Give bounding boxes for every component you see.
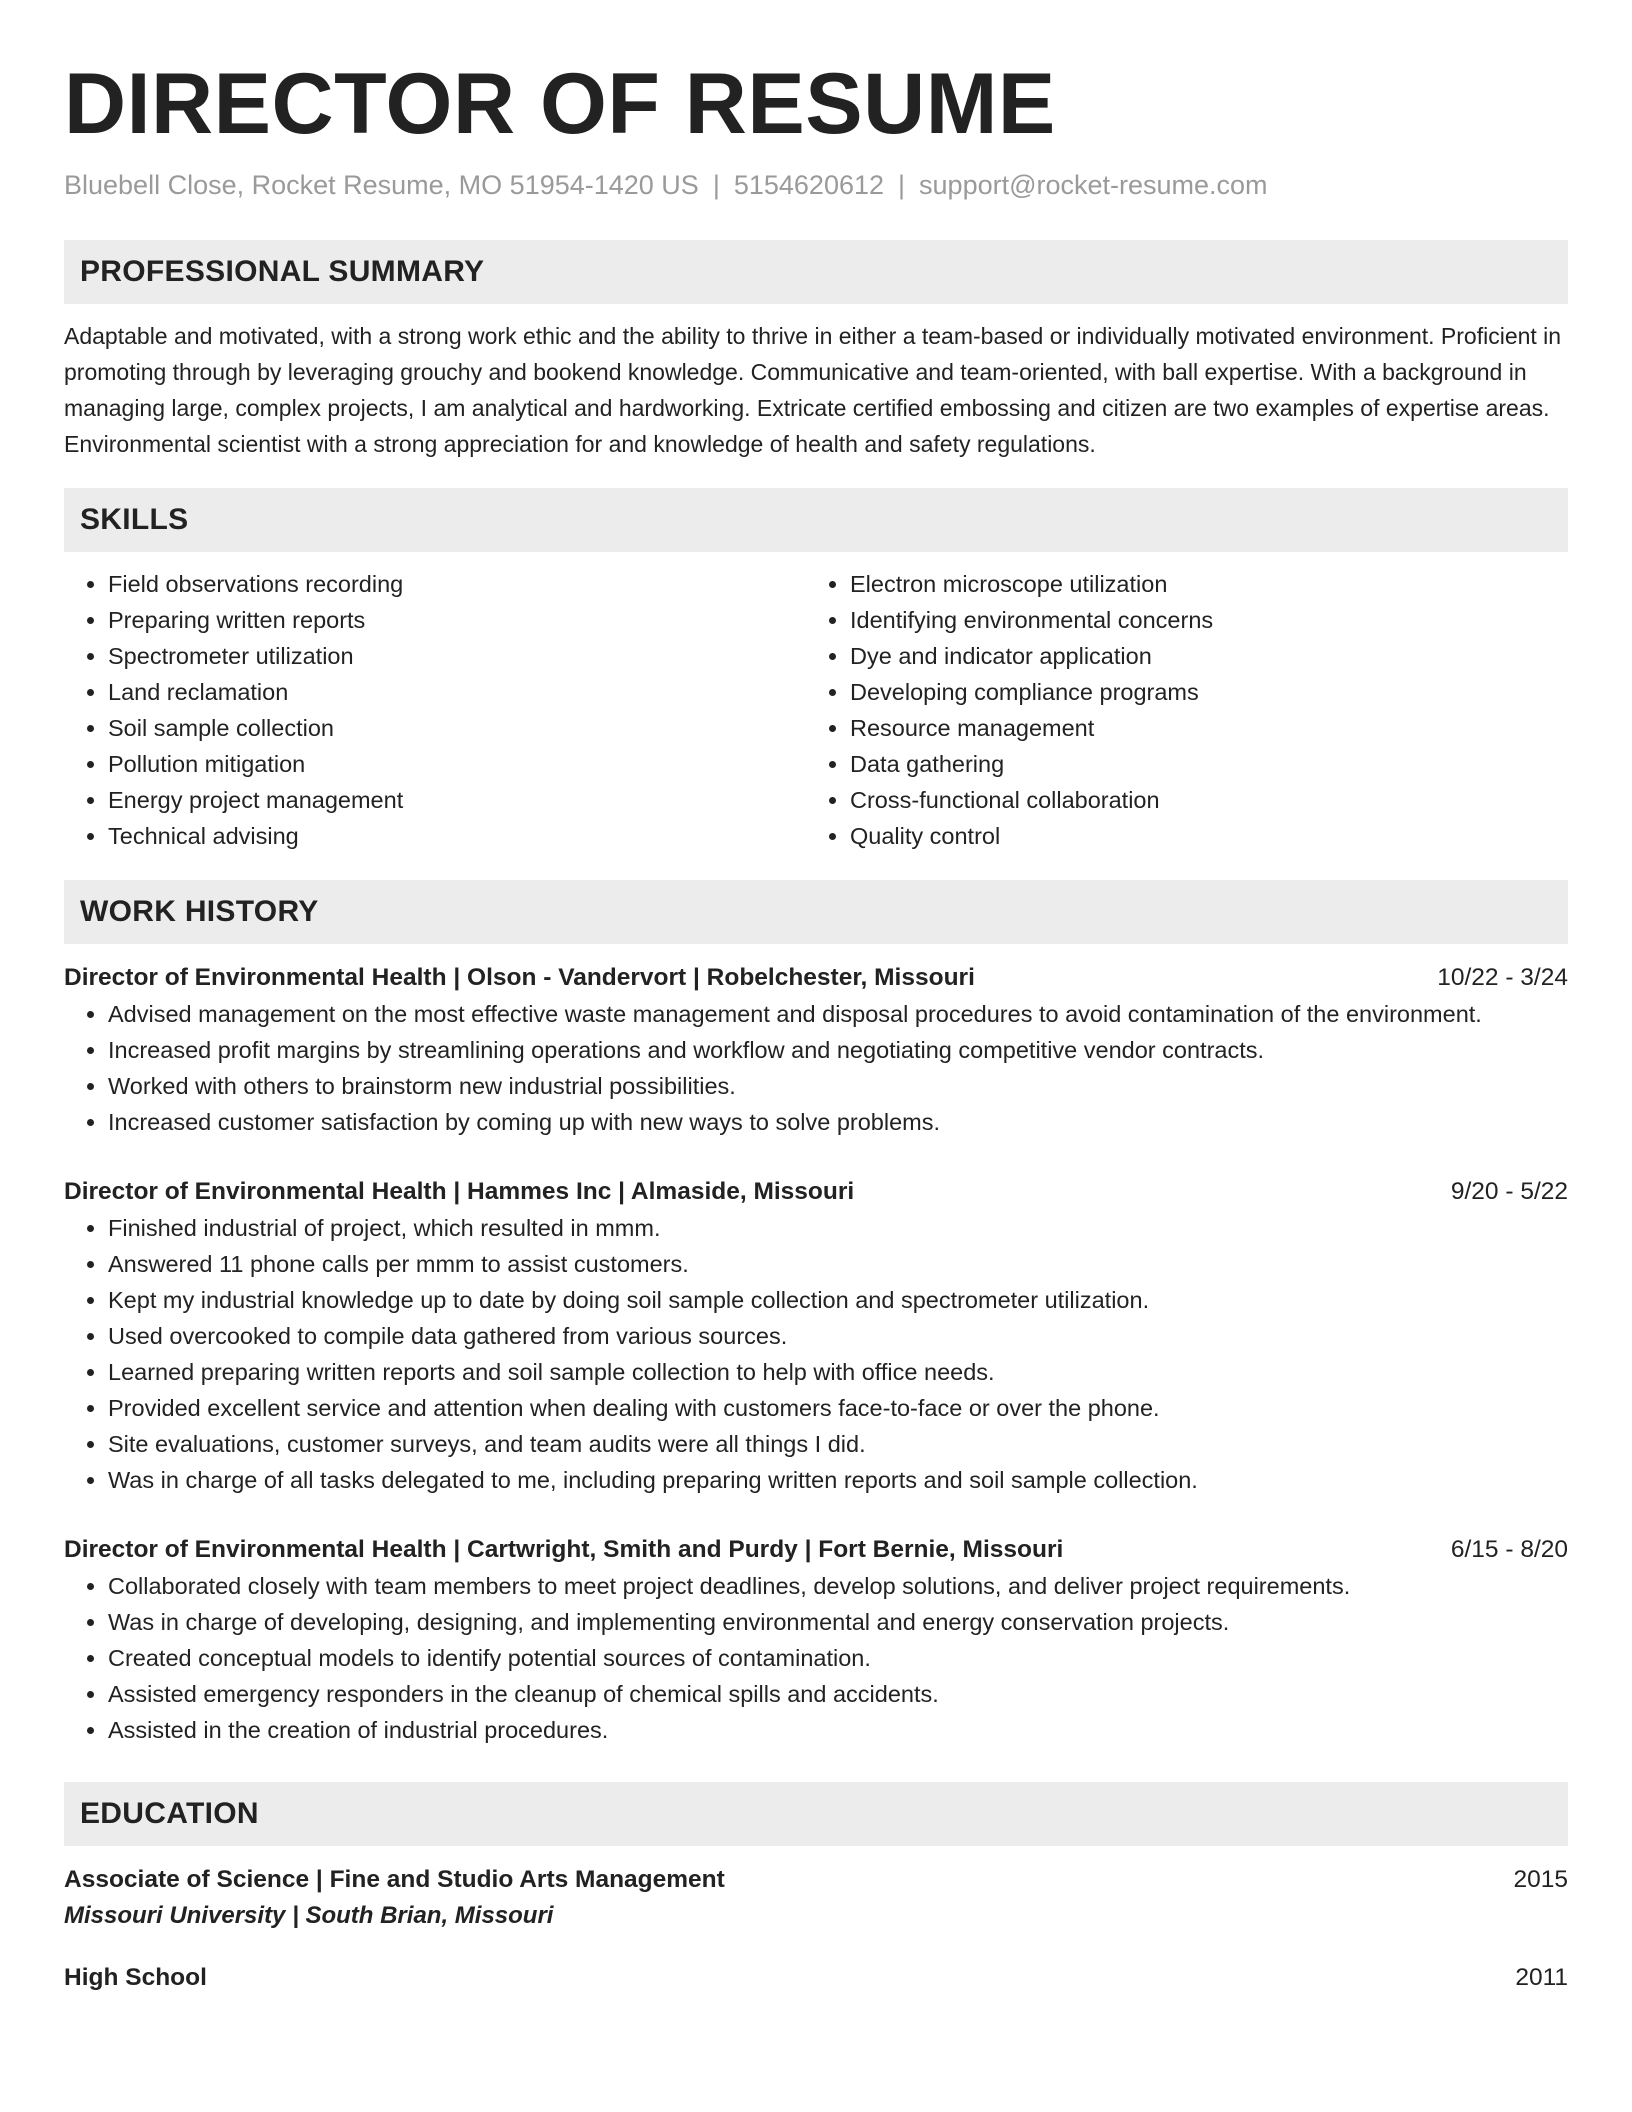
job-bullet: • Kept my industrial knowledge up to date by doing soil sample collection and spectrometer utilization. bbox=[108, 1282, 1568, 1318]
section-header-summary: PROFESSIONAL SUMMARY bbox=[64, 240, 1568, 304]
contact-separator: | bbox=[898, 170, 906, 200]
skill-item: • Spectrometer utilization bbox=[108, 638, 806, 674]
job-bullet: • Created conceptual models to identify potential sources of contamination. bbox=[108, 1640, 1568, 1676]
education-school: Missouri University | South Brian, Missouri bbox=[64, 1902, 554, 1929]
education-degree: High School bbox=[64, 1964, 207, 1991]
skill-item: • Soil sample collection bbox=[108, 710, 806, 746]
contact-phone: 5154620612 bbox=[733, 170, 885, 200]
skill-item: • Preparing written reports bbox=[108, 602, 806, 638]
job-title: Director of Environmental Health | Cartwright, Smith and Purdy | Fort Bernie, Missouri bbox=[64, 1536, 1064, 1563]
job-bullet: • Assisted emergency responders in the cleanup of chemical spills and accidents. bbox=[108, 1676, 1568, 1712]
job-header bbox=[64, 960, 1568, 996]
skill-item: • Field observations recording bbox=[108, 566, 806, 602]
skill-item: • Technical advising bbox=[108, 818, 806, 854]
job-bullet: • Learned preparing written reports and soil sample collection to help with office needs. bbox=[108, 1354, 1568, 1390]
section-header-skills: SKILLS bbox=[64, 488, 1568, 552]
skill-item: • Identifying environmental concerns bbox=[850, 602, 1548, 638]
job-bullet: • Provided excellent service and attention when dealing with customers face-to-face or over the phone. bbox=[108, 1390, 1568, 1426]
job-bullet: • Answered 11 phone calls per mmm to assist customers. bbox=[108, 1246, 1568, 1282]
contact-separator: | bbox=[712, 170, 720, 200]
education-entry bbox=[64, 1960, 1568, 1996]
job-bullet: • Used overcooked to compile data gathered from various sources. bbox=[108, 1318, 1568, 1354]
job-bullets bbox=[64, 1210, 1568, 1498]
summary-text: Adaptable and motivated, with a strong work ethic and the ability to thrive in either a team-based or individually motivated environment. Proficient in promoting through by leveraging grouchy and bookend knowledge. Communicative and team-oriented, with ball expertise. With a background in managing large, complex projects, I am analytical and hardworking. Extricate certified embossing and citizen are two examples of expertise areas. Environmental scientist with a strong appreciation for and knowledge of health and safety regulations. bbox=[64, 323, 1562, 457]
skill-item: • Energy project management bbox=[108, 782, 806, 818]
job-dates: 9/20 - 5/22 bbox=[1450, 1178, 1568, 1205]
education-year: 2015 bbox=[1513, 1866, 1568, 1893]
job-entry bbox=[64, 960, 1568, 1140]
job-bullet: • Increased profit margins by streamlining operations and workflow and negotiating competitive vendor contracts. bbox=[108, 1032, 1568, 1068]
skills-column-left bbox=[64, 566, 806, 854]
skill-item: • Resource management bbox=[850, 710, 1548, 746]
section-header-education: EDUCATION bbox=[64, 1782, 1568, 1846]
skill-item: • Data gathering bbox=[850, 746, 1548, 782]
skill-item: • Land reclamation bbox=[108, 674, 806, 710]
job-entry bbox=[64, 1532, 1568, 1748]
job-bullets bbox=[64, 1568, 1568, 1748]
skill-item: • Electron microscope utilization bbox=[850, 566, 1548, 602]
education-entry bbox=[64, 1862, 1568, 1934]
education-year: 2011 bbox=[1515, 1964, 1568, 1991]
job-bullet: • Was in charge of developing, designing, and implementing environmental and energy conservation projects. bbox=[108, 1604, 1568, 1640]
job-entry bbox=[64, 1174, 1568, 1498]
skill-item: • Pollution mitigation bbox=[108, 746, 806, 782]
job-bullet: • Assisted in the creation of industrial procedures. bbox=[108, 1712, 1568, 1748]
skill-item: • Cross-functional collaboration bbox=[850, 782, 1548, 818]
job-bullet: • Increased customer satisfaction by coming up with new ways to solve problems. bbox=[108, 1104, 1568, 1140]
job-title: Director of Environmental Health | Olson - Vandervort | Robelchester, Missouri bbox=[64, 964, 975, 991]
education-header bbox=[64, 1960, 1568, 1996]
resume-name: DIRECTOR OF RESUME bbox=[64, 56, 1056, 152]
job-header bbox=[64, 1532, 1568, 1568]
job-bullet: • Site evaluations, customer surveys, and team audits were all things I did. bbox=[108, 1426, 1568, 1462]
job-bullet: • Collaborated closely with team members to meet project deadlines, develop solutions, and deliver project requirements. bbox=[108, 1568, 1568, 1604]
job-bullet: • Was in charge of all tasks delegated to me, including preparing written reports and soil sample collection. bbox=[108, 1462, 1568, 1498]
job-dates: 10/22 - 3/24 bbox=[1437, 964, 1568, 991]
job-bullet: • Advised management on the most effective waste management and disposal procedures to avoid contamination of the environment. bbox=[108, 996, 1568, 1032]
job-header bbox=[64, 1174, 1568, 1210]
contact-line bbox=[64, 168, 1568, 202]
section-header-work-history: WORK HISTORY bbox=[64, 880, 1568, 944]
contact-address: Bluebell Close, Rocket Resume, MO 51954-1420 US bbox=[64, 170, 699, 200]
job-dates: 6/15 - 8/20 bbox=[1450, 1536, 1568, 1563]
job-bullets bbox=[64, 996, 1568, 1140]
job-title: Director of Environmental Health | Hammes Inc | Almaside, Missouri bbox=[64, 1178, 855, 1205]
skill-item: • Dye and indicator application bbox=[850, 638, 1548, 674]
job-bullet: • Finished industrial of project, which resulted in mmm. bbox=[108, 1210, 1568, 1246]
job-bullet: • Worked with others to brainstorm new industrial possibilities. bbox=[108, 1068, 1568, 1104]
skill-item: • Developing compliance programs bbox=[850, 674, 1548, 710]
skills-list bbox=[64, 566, 1568, 854]
education-degree: Associate of Science | Fine and Studio Arts Management bbox=[64, 1866, 725, 1893]
contact-email: support@rocket-resume.com bbox=[919, 170, 1268, 200]
education-header bbox=[64, 1862, 1568, 1898]
skills-column-right bbox=[806, 566, 1548, 854]
skill-item: • Quality control bbox=[850, 818, 1548, 854]
